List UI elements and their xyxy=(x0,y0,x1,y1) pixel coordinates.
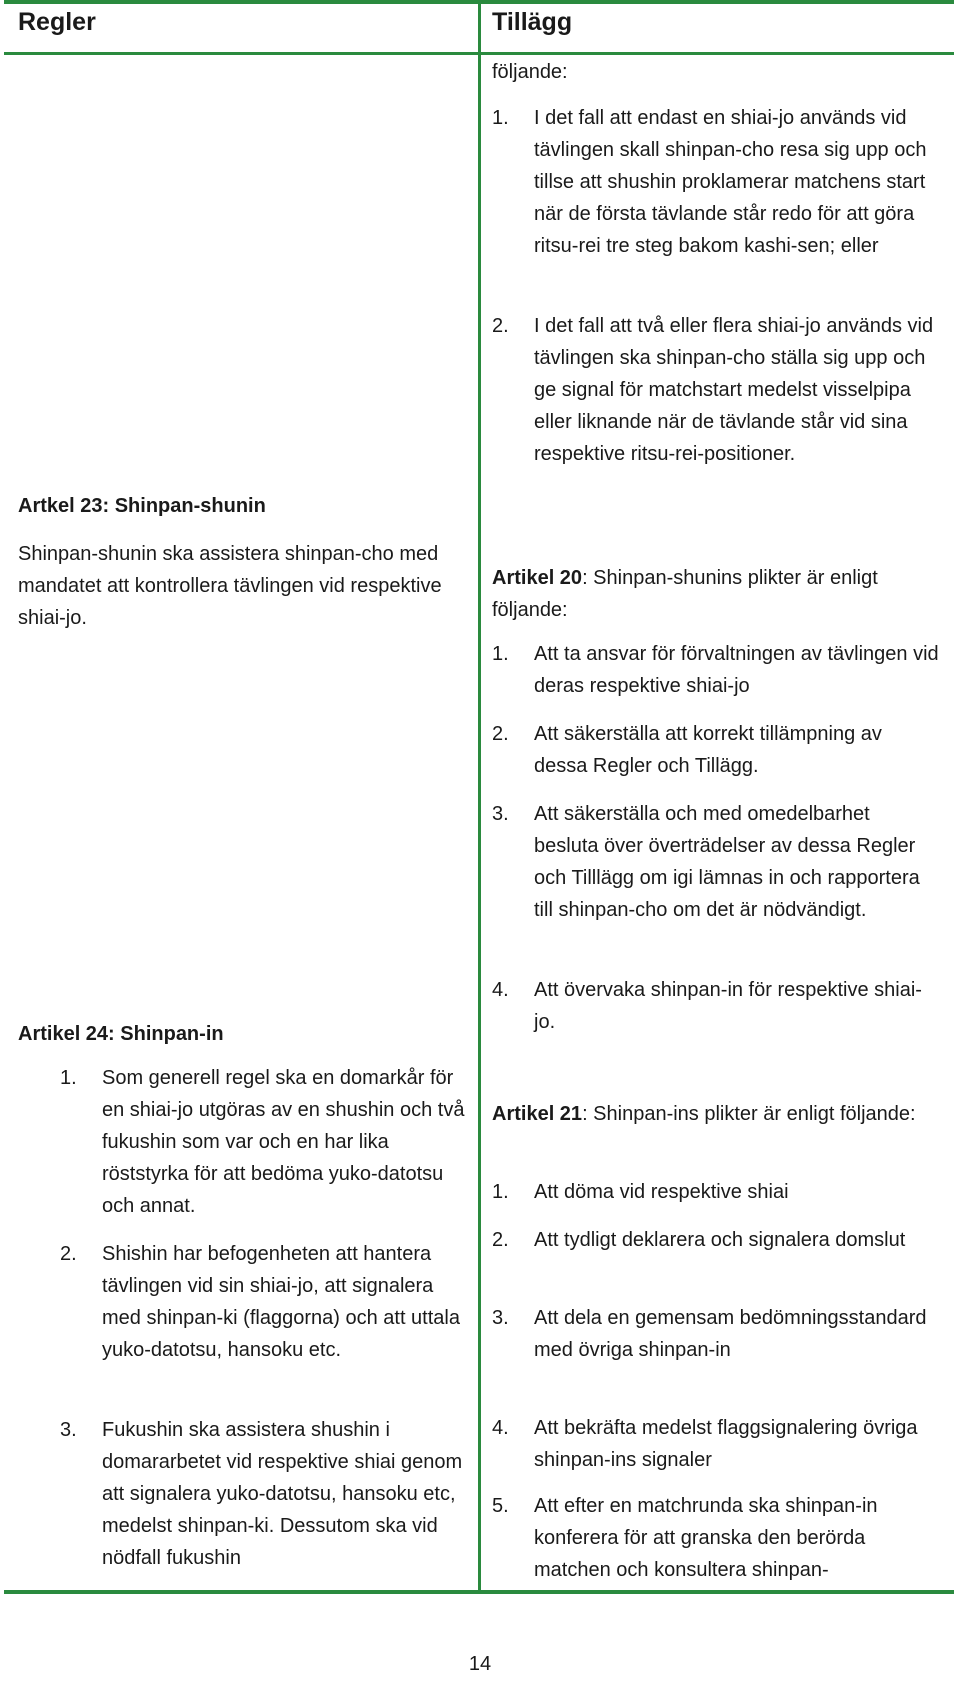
list-text: Att övervaka shinpan-in för respektive shiai-jo. xyxy=(534,979,922,1033)
list-number: 5. xyxy=(492,1495,509,1517)
list-number: 1. xyxy=(492,107,509,129)
column-header-tillagg: Tillägg xyxy=(492,8,573,36)
list-text: Att säkerställa och med omedelbarhet besluta över överträdelser av dessa Regler och Tilllägg om igi lämnas in och rapportera till shinpan-cho om det är nödvändigt. xyxy=(534,803,920,921)
article-21-text: : Shinpan-ins plikter är enligt följande: xyxy=(582,1103,916,1125)
article-21-label: Artikel 21 xyxy=(492,1103,583,1125)
list-number: 1. xyxy=(492,1181,509,1203)
list-number: 2. xyxy=(492,315,509,337)
article-21-heading xyxy=(492,1098,942,1130)
page-number: 14 xyxy=(468,1653,492,1675)
list-text: Shishin har befogenheten att hantera tävlingen vid sin shiai-jo, att signalera med shinpan-ki (flaggorna) och att uttala yuko-datotsu, hansoku etc. xyxy=(102,1243,460,1361)
list-text: Att säkerställa att korrekt tillämpning av dessa Regler och Tillägg. xyxy=(534,723,882,777)
list-number: 2. xyxy=(492,723,509,745)
list-text: Som generell regel ska en domarkår för en shiai-jo utgöras av en shushin och två fukushin som var och en har lika röststyrka för att bedöma yuko-datotsu och annat. xyxy=(102,1067,465,1217)
list-number: 1. xyxy=(492,643,509,665)
list-text: Att tydligt deklarera och signalera domslut xyxy=(534,1229,906,1251)
article-23-body: Shinpan-shunin ska assistera shinpan-cho med mandatet att kontrollera tävlingen vid respektive shiai-jo. xyxy=(18,543,442,629)
list-text: I det fall att endast en shiai-jo används vid tävlingen skall shinpan-cho resa sig upp och tillse att shushin proklamerar matchens start när de första tävlande står redo för att göra ritsu-rei tre steg bakom kashi-sen; eller xyxy=(534,107,927,257)
continuation-text: följande: xyxy=(492,61,568,83)
list-text: Att döma vid respektive shiai xyxy=(534,1181,789,1203)
article-20-text: : Shinpan-shunins plikter är enligt följande: xyxy=(492,567,878,621)
list-number: 4. xyxy=(492,1417,509,1439)
column-header-regler: Regler xyxy=(18,8,96,36)
list-number: 4. xyxy=(492,979,509,1001)
column-divider xyxy=(478,0,481,1594)
list-number: 3. xyxy=(492,1307,509,1329)
article-23-heading: Artkel 23: Shinpan-shunin xyxy=(18,495,266,517)
article-20-label: Artikel 20 xyxy=(492,567,583,589)
list-text: Att efter en matchrunda ska shinpan-in konferera för att granska den berörda matchen och konsultera shinpan- xyxy=(534,1495,878,1581)
article-20-heading xyxy=(492,562,942,626)
list-number: 2. xyxy=(60,1243,77,1265)
list-text: I det fall att två eller flera shiai-jo används vid tävlingen ska shinpan-cho ställa sig upp och ge signal för matchstart medelst visselpipa eller liknande när de tävlande står vid sina respektive ritsu-rei-positioner. xyxy=(534,315,934,465)
list-number: 3. xyxy=(60,1419,77,1441)
list-number: 3. xyxy=(492,803,509,825)
list-number: 2. xyxy=(492,1229,509,1251)
list-text: Fukushin ska assistera shushin i domararbetet vid respektive shiai genom att signalera yuko-datotsu, hansoku etc, medelst shinpan-ki. Dessutom ska vid nödfall fukushin xyxy=(102,1419,463,1569)
list-text: Att bekräfta medelst flaggsignalering övriga shinpan-ins signaler xyxy=(534,1417,918,1471)
article-24-heading: Artikel 24: Shinpan-in xyxy=(18,1023,224,1045)
list-text: Att ta ansvar för förvaltningen av tävlingen vid deras respektive shiai-jo xyxy=(534,643,939,697)
list-number: 1. xyxy=(60,1067,77,1089)
list-text: Att dela en gemensam bedömningsstandard med övriga shinpan-in xyxy=(534,1307,927,1361)
